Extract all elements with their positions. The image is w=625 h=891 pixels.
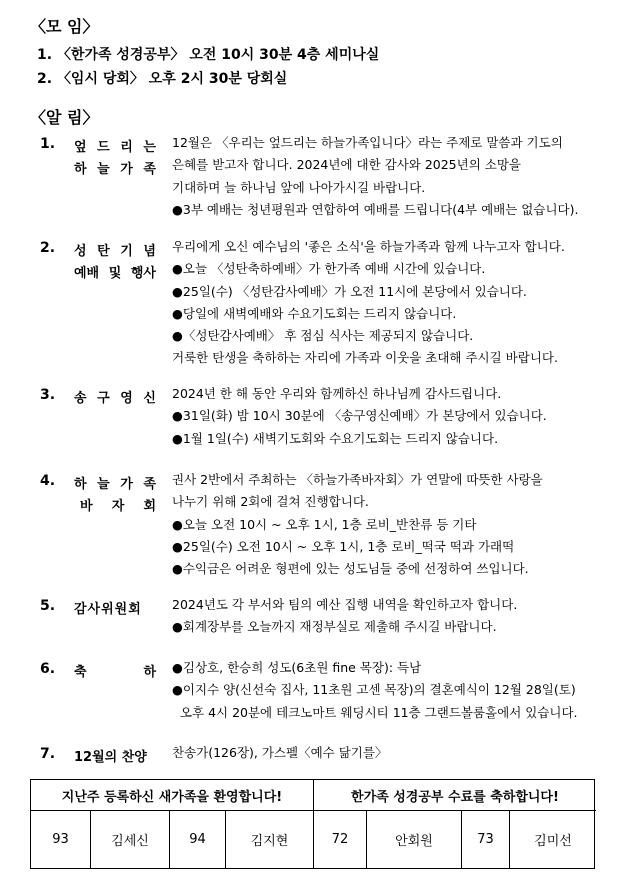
notice-number: 3.	[40, 387, 56, 403]
notice-number: 7.	[40, 746, 56, 762]
notice-body: ●김상호, 한승희 성도(6초원 fine 목장): 득남 ●이지수 양(신선숙 집사, 11초원 고센 목장)의 결혼예식이 12월 28일(토) 오후 4시 20분에 테크노마트 웨딩시티 11층 그랜드볼룸홀에서 있습니다.	[172, 660, 578, 720]
welcome-table	[30, 779, 595, 869]
graduate-name: 김미선	[534, 834, 572, 849]
meeting-text: 〈한가족 성경공부〉 오전 10시 30분 4층 세미나실	[56, 47, 380, 63]
meeting-item-1	[37, 44, 379, 64]
new-family-name: 김세신	[91, 811, 170, 868]
new-family-header: 지난주 등록하신 새가족을 환영합니다!	[31, 780, 314, 811]
graduates-header: 한가족 성경공부 수료를 축하합니다!	[314, 780, 596, 811]
graduate-number: 73	[462, 811, 510, 868]
meeting-number: 1.	[37, 47, 53, 63]
notice-heading: 성 탄 기 념 예배 및 행사	[74, 244, 156, 281]
notice-number: 6.	[40, 661, 56, 677]
notice-number: 4.	[40, 473, 56, 489]
new-family-name: 김지현	[226, 811, 314, 868]
notice-number: 5.	[40, 598, 56, 614]
notice-heading: 감사위원회	[74, 602, 142, 617]
notices-title: 〈알 림〉	[30, 108, 99, 127]
notice-body: 우리에게 오신 예수님의 '좋은 소식'을 하늘가족과 함께 나누고자 합니다. ●오늘 〈성탄축하예배〉가 한가족 예배 시간에 있습니다. ●25일(수) 〈성탄감사예배〉가 오전 11시에 본당에서 있습니다. ●당일에 새벽예배와 수요기도회는 드리지 않습니다. ●〈성탄감사예배〉 후 점심 식사는 제공되지 않습니다. 거룩한 탄생을 축하하는 자리에 가족과 이웃을 초대해 주시길 바랍니다.	[172, 239, 565, 366]
graduate-name: 안회원	[367, 811, 462, 868]
notice-body: 12월은 〈우리는 엎드리는 하늘가족입니다〉라는 주제로 말씀과 기도의 은혜를 받고자 합니다. 2024년에 대한 감사와 2025년의 소망을 기대하며 늘 하나님 앞에 나아가시길 바랍니다. ●3부 예배는 청년평원과 연합하여 예배를 드립니다(4부 예배는 없습니다).	[172, 135, 579, 217]
notice-body: 찬송가(126장), 가스펠〈예수 닮기를〉	[172, 745, 388, 760]
notice-heading: 축 하	[74, 665, 156, 680]
notice-heading: 하 늘 가 족 바 자 회	[74, 477, 156, 514]
notice-heading: 12월의 찬양	[74, 750, 147, 765]
notice-body: 권사 2반에서 주최하는 〈하늘가족바자회〉가 연말에 따뜻한 사랑을 나누기 위해 2회에 걸쳐 진행합니다. ●오늘 오전 10시 ~ 오후 1시, 1층 로비_반찬류 등 기타 ●25일(수) 오전 10시 ~ 오후 1시, 1층 로비_떡국 떡과 가래떡 ●수익금은 어려운 형편에 있는 성도님들 중에 선정하여 쓰입니다.	[172, 472, 543, 577]
notice-heading: 엎 드 리 는 하 늘 가 족	[74, 140, 156, 177]
new-family-number: 94	[170, 811, 226, 868]
meeting-number: 2.	[37, 71, 53, 87]
notice-body: 2024년 한 해 동안 우리와 함께하신 하나님께 감사드립니다. ●31일(화) 밤 10시 30분에 〈송구영신예배〉가 본당에서 있습니다. ●1월 1일(수) 새벽기도회와 수요기도회는 드리지 않습니다.	[172, 386, 547, 446]
meeting-text: 〈임시 당회〉 오후 2시 30분 당회실	[56, 71, 288, 87]
notice-number: 1.	[40, 136, 56, 152]
notice-body: 2024년도 각 부서와 팀의 예산 집행 내역을 확인하고자 합니다. ●회계장부를 오늘까지 재정부실로 제출해 주시길 바랍니다.	[172, 597, 518, 635]
notice-number: 2.	[40, 240, 56, 256]
graduate-number: 72	[314, 811, 367, 868]
notice-heading: 송 구 영 신	[74, 391, 156, 406]
meetings-title: 〈모 임〉	[30, 17, 99, 36]
meeting-item-2	[37, 68, 287, 88]
new-family-number: 93	[31, 811, 91, 868]
